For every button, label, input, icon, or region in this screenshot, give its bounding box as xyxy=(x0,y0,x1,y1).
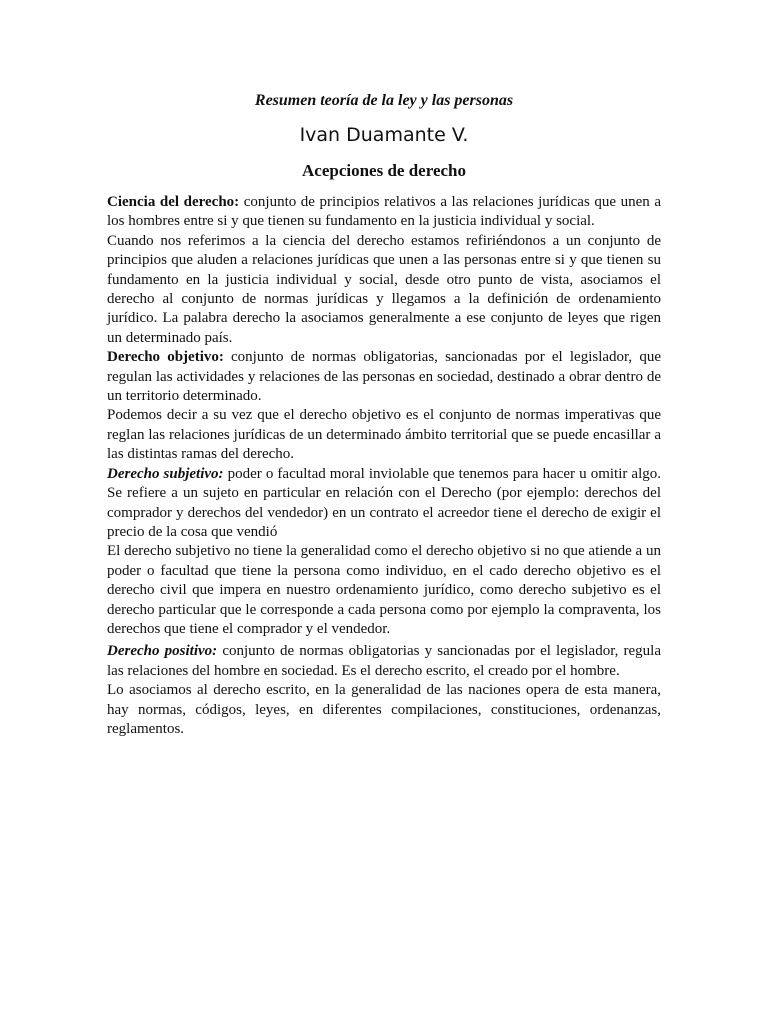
paragraph-derecho-positivo xyxy=(107,642,661,681)
term-label: Derecho positivo: xyxy=(107,643,218,660)
document-title: Resumen teoría de la ley y las personas xyxy=(254,92,514,109)
paragraph-text: conjunto de normas obligatorias y sancionadas por el legislador, regula las relaciones del hombre en sociedad. Es el derecho escrito, el creado por el hombre. xyxy=(107,643,662,679)
section-title: Acepciones de derecho xyxy=(302,161,466,180)
paragraph-text: El derecho subjetivo no tiene la generalidad como el derecho objetivo si no que atiende a un poder o facultad que tiene la persona como individuo, en el cado derecho objetivo es el derecho civil que impera en nuestro ordenamiento jurídico, como derecho subjetivo es el derecho particular que le corresponde a cada persona como por ejemplo la compraventa, los derechos que tiene el comprador y el vendedor. xyxy=(107,543,661,637)
paragraph-positivo-explanation xyxy=(107,681,661,739)
paragraph-objetivo-explanation xyxy=(107,406,661,464)
term-label: Ciencia del derecho: xyxy=(107,194,240,210)
document-body xyxy=(107,193,661,739)
paragraph-derecho-objetivo xyxy=(107,348,661,406)
paragraph-text: conjunto de principios relativos a las relaciones jurídicas que unen a los hombres entre si y que tienen su fundamento en la justicia individual y social. xyxy=(107,194,661,230)
paragraph-subjetivo-explanation xyxy=(107,542,661,639)
term-label: Derecho objetivo: xyxy=(107,349,224,366)
term-label: Derecho subjetivo: xyxy=(107,465,224,482)
paragraph-text: Cuando nos referimos a la ciencia del derecho estamos refiriéndonos a un conjunto de principios que aluden a relaciones jurídicas que unen a las personas entre si y que tienen su fundamento en la justicia individual y social, desde otro punto de vista, asociamos el derecho al conjunto de normas jurídicas y llegamos a la definición de ordenamiento jurídico. La palabra derecho la asociamos generalmente a ese conjunto de leyes que rigen un determinado país. xyxy=(107,232,661,346)
paragraph-text: conjunto de normas obligatorias, sancionadas por el legislador, que regulan las actividades y relaciones de las personas en sociedad, destinado a obrar dentro de un territorio determinado. xyxy=(107,349,661,405)
paragraph-text: Lo asociamos al derecho escrito, en la generalidad de las naciones opera de esta manera, hay normas, códigos, leyes, en diferentes compilaciones, constituciones, ordenanzas, reglamentos. xyxy=(107,682,661,737)
paragraph-text: poder o facultad moral inviolable que tenemos para hacer u omitir algo. Se refiere a un sujeto en particular en relación con el Derecho (por ejemplo: derechos del comprador y derechos del vendedor) en un contrato el acreedor tiene el derecho de exigir el precio de la cosa que vendió xyxy=(107,465,662,540)
author-name: Ivan Duamante V. xyxy=(299,124,469,146)
paragraph-ciencia-del-derecho xyxy=(107,193,661,232)
paragraph-text: Podemos decir a su vez que el derecho objetivo es el conjunto de normas imperativas que reglan las relaciones jurídicas de un determinado ámbito territorial que se puede encasillar a las distintas ramas del derecho. xyxy=(107,407,661,463)
paragraph-ciencia-explanation xyxy=(107,232,661,348)
paragraph-derecho-subjetivo xyxy=(107,465,661,543)
